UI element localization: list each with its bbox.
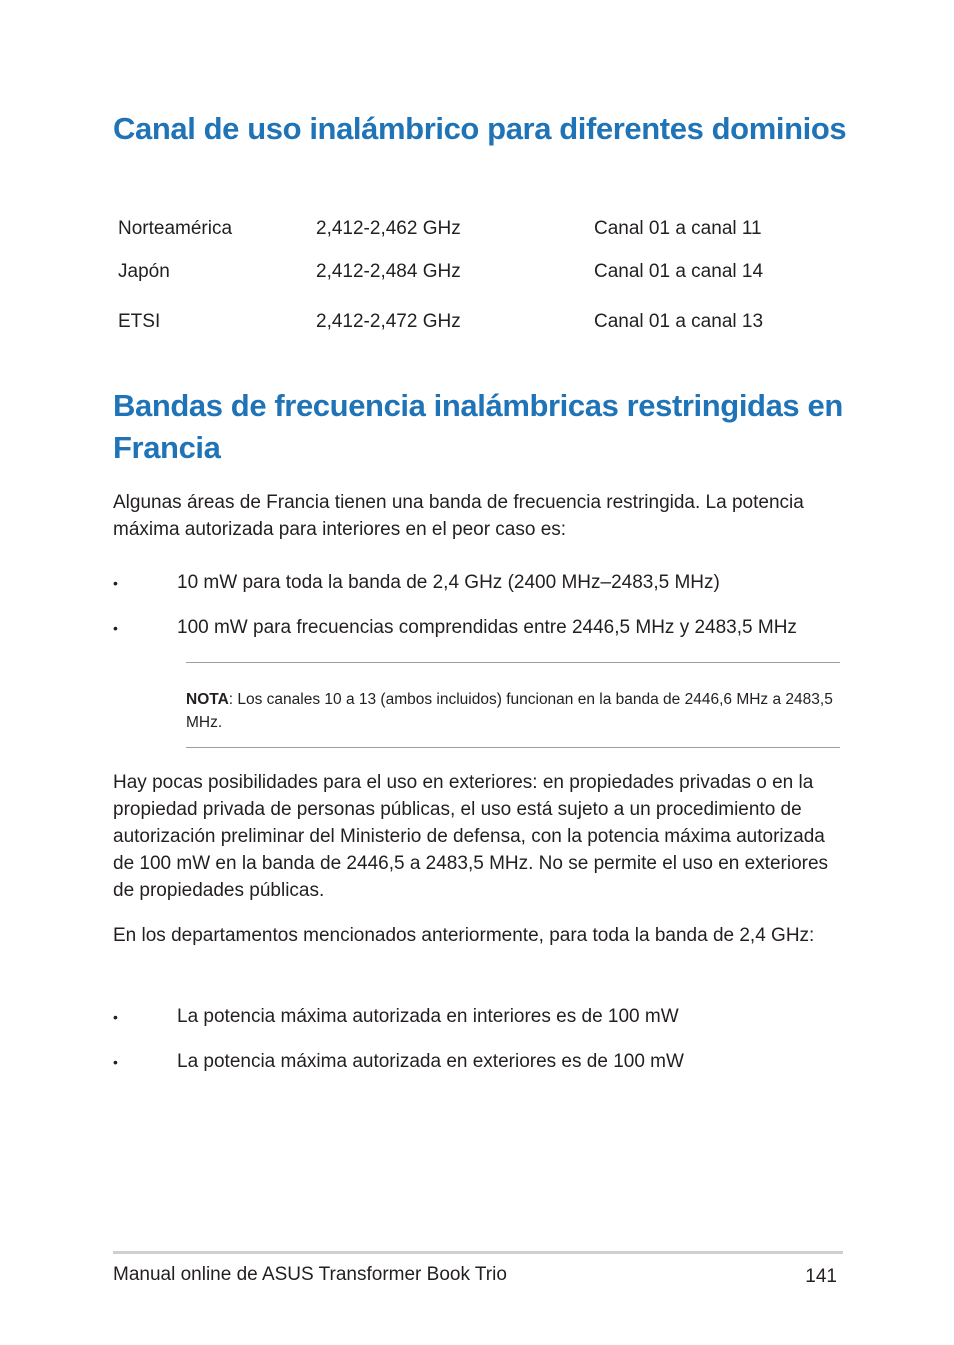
- note-top-divider: [186, 662, 840, 663]
- list-item-text: La potencia máxima autorizada en exteriores es de 100 mW: [177, 1051, 684, 1072]
- footer-title: Manual online de ASUS Transformer Book Trio: [113, 1264, 507, 1285]
- footer-divider: [113, 1251, 843, 1254]
- list-item-text: 100 mW para frecuencias comprendidas entre 2446,5 MHz y 2483,5 MHz: [177, 617, 797, 638]
- table-cell-domain: ETSI: [118, 311, 161, 332]
- table-cell-channels: Canal 01 a canal 11: [594, 218, 762, 239]
- table-cell-channels: Canal 01 a canal 14: [594, 261, 764, 282]
- departments-paragraph: En los departamentos mencionados anteriormente, para toda la banda de 2,4 GHz:: [113, 925, 815, 946]
- table-cell-domain: Japón: [118, 261, 170, 282]
- table-cell-frequency: 2,412-2,472 GHz: [316, 311, 461, 332]
- intro-paragraph: Algunas áreas de Francia tienen una banda de frecuencia restringida. La potencia máxima autorizada para interiores en el peor caso es:: [113, 492, 804, 540]
- table-cell-channels: Canal 01 a canal 13: [594, 311, 764, 332]
- bullet-marker: •: [113, 1054, 118, 1070]
- table-cell-frequency: 2,412-2,462 GHz: [316, 218, 461, 239]
- list-item-text: La potencia máxima autorizada en interiores es de 100 mW: [177, 1006, 679, 1027]
- list-item-text: 10 mW para toda la banda de 2,4 GHz (2400 MHz–2483,5 MHz): [177, 572, 720, 593]
- note-bottom-divider: [186, 747, 840, 748]
- note-label: NOTA: [186, 691, 229, 708]
- note-box: [186, 688, 836, 734]
- note-text: : Los canales 10 a 13 (ambos incluidos) funcionan en la banda de 2446,6 MHz a 2483,5 MHz.: [186, 691, 833, 731]
- bullet-marker: •: [113, 575, 118, 591]
- table-cell-frequency: 2,412-2,484 GHz: [316, 261, 461, 282]
- bullet-marker: •: [113, 1009, 118, 1025]
- section-heading-france: Bandas de frecuencia inalámbricas restringidas en Francia: [113, 388, 843, 465]
- section-heading-channels: Canal de uso inalámbrico para diferentes dominios: [113, 111, 847, 146]
- bullet-marker: •: [113, 620, 118, 636]
- page-number: 141: [805, 1266, 837, 1287]
- table-cell-domain: Norteamérica: [118, 218, 233, 239]
- outdoor-paragraph: Hay pocas posibilidades para el uso en exteriores: en propiedades privadas o en la propiedad privada de personas públicas, el uso está sujeto a un procedimiento de autorización preliminar del Ministerio de defensa, con la potencia máxima autorizada de 100 mW en la banda de 2446,5 a 2483,5 MHz. No se permite el uso en exteriores de propiedades públicas.: [113, 772, 829, 901]
